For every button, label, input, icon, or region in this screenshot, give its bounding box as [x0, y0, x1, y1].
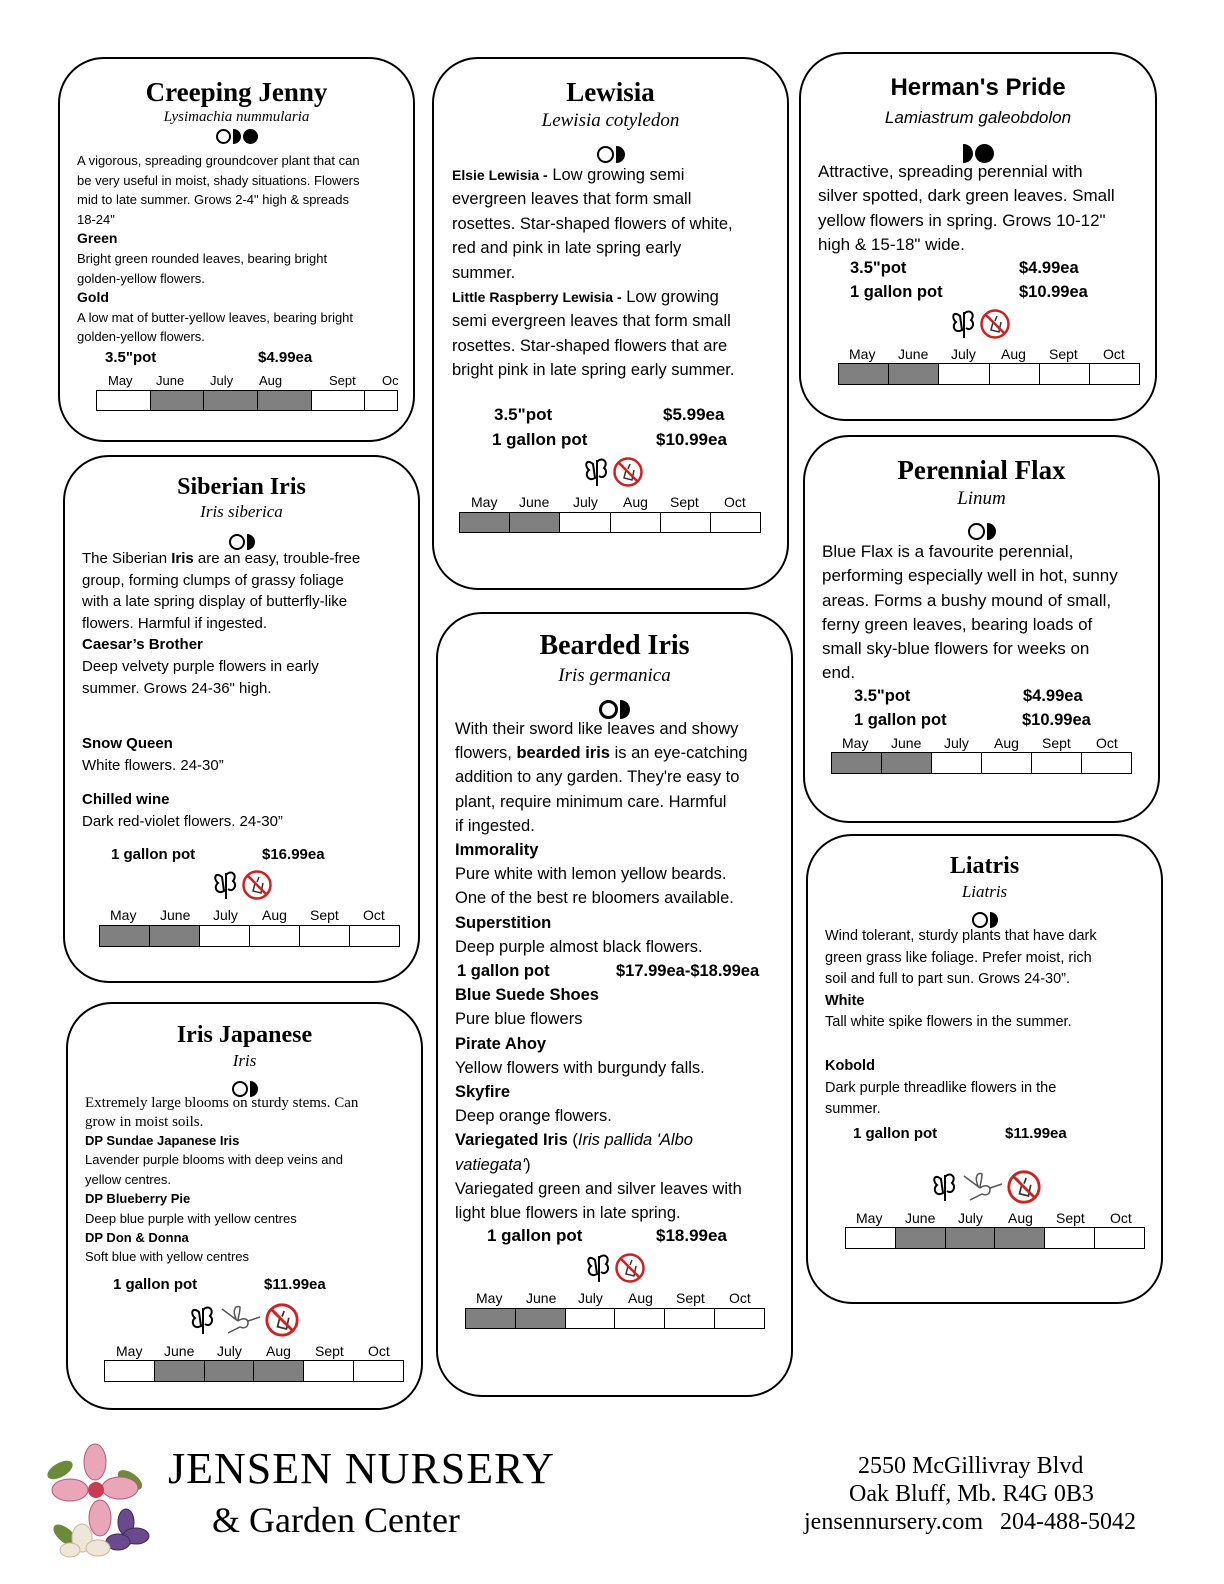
price: $10.99ea — [1019, 283, 1088, 301]
part-sun-icon — [987, 523, 996, 540]
price: $16.99ea — [262, 846, 325, 863]
attracts-icons — [213, 869, 275, 905]
plant-description: The Siberian Iris are an easy, trouble-free group, forming clumps of grassy foliage with a late spring display of butterfly-like flowers. Harmful if ingested. Caesar’s Brother Deep velvety purple flowers in early summer. Grows 24-36" high. — [82, 550, 361, 697]
flower-logo-icon — [40, 1440, 150, 1560]
butterfly-icon — [932, 1171, 958, 1203]
plant-latin-name: Liatris — [961, 882, 1008, 901]
plant-latin-name: Iris germanica — [558, 665, 671, 686]
bloom-months: May June July Aug Sept Oct — [849, 346, 1125, 362]
attracts-icons — [932, 1169, 1044, 1205]
variety-snow-queen: Snow Queen White flowers. 24-30” — [82, 735, 224, 774]
pot-size: 1 gallon pot — [487, 1226, 583, 1245]
price: $4.99ea — [1019, 259, 1079, 277]
plant-card-perennial-flax — [803, 435, 1160, 823]
bloom-months: May June July Aug Sept Oc — [108, 373, 399, 388]
pot-size: 1 gallon pot — [850, 283, 943, 301]
plant-description: Blue Flax is a favourite perennial, performing especially well in hot, sunny areas. Forms a bushy mound of small, ferny green leaves, bearing loads of small sky-blue flowers for weeks on end. — [822, 542, 1118, 683]
plant-latin-name: Iris — [232, 1051, 257, 1070]
part-sun-icon — [233, 129, 241, 144]
brand-name: JENSEN NURSERY — [168, 1444, 555, 1493]
variety-name: DP Sundae Japanese Iris — [85, 1133, 240, 1148]
bloom-time-bar — [845, 1227, 1145, 1249]
price: $4.99ea — [258, 349, 313, 366]
variety-name: Green — [77, 230, 118, 247]
bloom-time-bar — [465, 1308, 765, 1329]
price: $4.99ea — [1023, 687, 1083, 705]
bloom-time-bar — [99, 925, 400, 947]
pot-size: 3.5"pot — [850, 259, 907, 277]
phone-number: 204-488-5042 — [1000, 1509, 1136, 1535]
deer-resistant-icon — [612, 456, 644, 488]
pot-size: 1 gallon pot — [457, 962, 550, 981]
bloom-months: May June July Aug Sept Oct — [856, 1210, 1132, 1226]
plant-description: A vigorous, spreading groundcover plant that can be very useful in moist, shady situations. Flowers mid to late summer. Grows 2-4" high & spreads 18-24" Green Bright green rounded leaves, bearing bright golden-yellow flowers. Gold A low mat of butter-yellow leaves, bearing bright golden-yellow flowers. — [77, 153, 360, 345]
plant-latin-name: Lewisia cotyledon — [541, 110, 680, 131]
address-line-1: 2550 McGillivray Blvd — [858, 1453, 1084, 1479]
plant-latin-name: Lysimachia nummularia — [163, 109, 310, 125]
plant-card-iris-japanese — [66, 1002, 423, 1410]
variety-kobold: Kobold Dark purple threadlike flowers in the summer. — [825, 1058, 1057, 1118]
pot-size: 1 gallon pot — [853, 1125, 938, 1142]
plant-card-bearded-iris — [436, 612, 793, 1397]
attracts-icons — [951, 308, 1013, 344]
bloom-months: May June July Aug Sept Oct — [110, 907, 385, 923]
plant-description: Attractive, spreading perennial with silver spotted, dark green leaves. Small yellow flowers in spring. Grows 10-12" high & 15-18" wide. — [818, 162, 1115, 254]
price: $11.99ea — [1005, 1125, 1067, 1142]
butterfly-icon — [586, 1252, 612, 1284]
pot-size: 3.5"pot — [494, 405, 553, 424]
price: $10.99ea — [1022, 711, 1091, 729]
pot-size: 1 gallon pot — [111, 846, 196, 863]
pot-size: 3.5"pot — [854, 687, 911, 705]
plant-card-hermans-pride — [799, 52, 1157, 421]
variety-name: Kobold — [825, 1058, 875, 1074]
plant-description: With their sword like leaves and showy flowers, bearded iris is an eye-catching addition to any garden. They're easy to plant, require minimum care. Harmful if ingested. Immorality Pure white with lemon yellow beards. One of the best re bloomers available. Superstition Deep purple almost black flowers. 1 gallon pot $17.99ea-$18.99ea Blue Suede Shoes Pure blue flowers Pirate Ahoy Yellow flowers with burgundy falls. Skyfire Deep orange flowers. Variegated Iris (Iris pallida 'Albo vatiegata') Variegated green and silver leaves with light blue flowers in late spring. — [455, 720, 760, 1223]
price: $5.99ea — [663, 405, 725, 424]
deer-resistant-icon — [241, 869, 273, 901]
full-sun-icon — [597, 146, 614, 163]
butterfly-icon — [951, 308, 977, 340]
bloom-time-bar — [104, 1360, 404, 1382]
plant-description: Extremely large blooms on sturdy stems. Can grow in moist soils. — [85, 1095, 359, 1131]
plant-latin-name: Linum — [957, 488, 1006, 509]
hummingbird-icon — [960, 1170, 1004, 1204]
plant-name: Bearded Iris — [539, 630, 690, 661]
website-link[interactable]: jensennursery.com — [804, 1509, 984, 1535]
variety-name: Blue Suede Shoes — [455, 986, 599, 1005]
plant-name: Liatris — [949, 853, 1020, 879]
bloom-time-bar — [831, 752, 1132, 774]
variety-list: DP Sundae Japanese Iris Lavender purple blooms with deep veins and yellow centres. DP Blueberry Pie Deep blue purple with yellow centres DP Don & Donna Soft blue with yellow centres — [85, 1133, 344, 1265]
bloom-time-bar — [96, 390, 398, 411]
variety-name: Snow Queen — [82, 735, 173, 752]
plant-name: Perennial Flax — [897, 455, 1066, 485]
variety-name: Immorality — [455, 841, 539, 860]
plant-name: Lewisia — [566, 77, 655, 107]
plant-latin-name: Iris siberica — [200, 502, 283, 521]
variety-name: Little Raspberry Lewisia - — [452, 289, 622, 306]
variety-name: White — [825, 992, 865, 1009]
full-sun-icon — [968, 523, 985, 540]
variety-name: Variegated Iris — [455, 1131, 568, 1150]
attracts-icons — [190, 1302, 302, 1338]
bloom-months: May June July Aug Sept Oct — [476, 1290, 751, 1306]
plant-name: Iris Japanese — [176, 1022, 313, 1048]
variety-name: Elsie Lewisia - — [452, 167, 548, 183]
price: $10.99ea — [656, 430, 727, 449]
bloom-time-bar — [459, 512, 761, 533]
bloom-time-bar — [838, 363, 1140, 385]
variety-name: DP Don & Donna — [85, 1230, 189, 1246]
pot-size: 1 gallon pot — [113, 1276, 198, 1293]
bloom-months: May June July Aug Sept Oct — [842, 735, 1118, 751]
price: $18.99ea — [656, 1226, 727, 1245]
pot-size: 3.5"pot — [105, 349, 157, 366]
bloom-months: May June July Aug Sept Oct — [116, 1343, 390, 1359]
plant-name: Creeping Jenny — [145, 77, 328, 107]
variety-name: Gold — [77, 289, 109, 306]
variety-name: Superstition — [455, 913, 552, 932]
variety-chilled-wine: Chilled wine Dark red-violet flowers. 24-30” — [82, 791, 283, 830]
price: $17.99ea-$18.99ea — [616, 962, 760, 981]
price: $11.99ea — [264, 1276, 326, 1293]
bloom-months: May June July Aug Sept Oct — [471, 494, 746, 510]
plant-card-siberian-iris — [63, 455, 420, 983]
butterfly-icon — [190, 1304, 216, 1336]
deer-resistant-icon — [1006, 1169, 1042, 1205]
plant-card-lewisia — [432, 57, 789, 590]
shade-icon — [243, 129, 258, 144]
plant-card-creeping-jenny — [58, 57, 415, 442]
butterfly-icon — [584, 456, 610, 488]
pot-size: 1 gallon pot — [854, 711, 947, 729]
plant-name: Herman's Pride — [890, 74, 1066, 101]
sun-exposure-symbols — [805, 523, 1158, 540]
butterfly-icon — [213, 869, 239, 901]
variety-name: Pirate Ahoy — [455, 1034, 547, 1053]
variety-name: Skyfire — [455, 1083, 511, 1102]
variety-name: DP Blueberry Pie — [85, 1191, 191, 1207]
sun-exposure-symbols — [434, 146, 787, 163]
pot-size: 1 gallon pot — [492, 430, 588, 449]
variety-name: Chilled wine — [82, 791, 170, 808]
plant-latin-name: Lamiastrum galeobdolon — [884, 108, 1072, 127]
address-line-2: Oak Bluff, Mb. R4G 0B3 — [849, 1481, 1094, 1507]
part-sun-icon — [616, 146, 625, 163]
attracts-icons — [584, 456, 646, 492]
plant-description: Elsie Lewisia - Low growing semi evergreen leaves that form small rosettes. Star-shaped flowers of white, red and pink in late spring early summer. Little Raspberry Lewisia - Low growing semi evergreen leaves that form small rosettes. Star-shaped flowers that are bright pink in late spring early summer. — [452, 166, 735, 380]
plant-name: Siberian Iris — [177, 474, 306, 500]
full-sun-icon — [216, 129, 231, 144]
deer-resistant-icon — [979, 308, 1011, 340]
variety-name: Caesar’s Brother — [82, 636, 203, 654]
deer-resistant-icon — [264, 1302, 300, 1338]
deer-resistant-icon — [614, 1252, 646, 1284]
plant-description: Wind tolerant, sturdy plants that have dark green grass like foliage. Prefer moist, rich soil and full to part sun. Grows 24-30”. White Tall white spike flowers in the summer. — [825, 928, 1097, 1031]
brand-tagline: & Garden Center — [212, 1500, 460, 1540]
hummingbird-icon — [218, 1303, 262, 1337]
attracts-icons — [586, 1252, 648, 1288]
plant-card-liatris — [806, 834, 1163, 1304]
sun-exposure-symbols — [60, 129, 413, 144]
